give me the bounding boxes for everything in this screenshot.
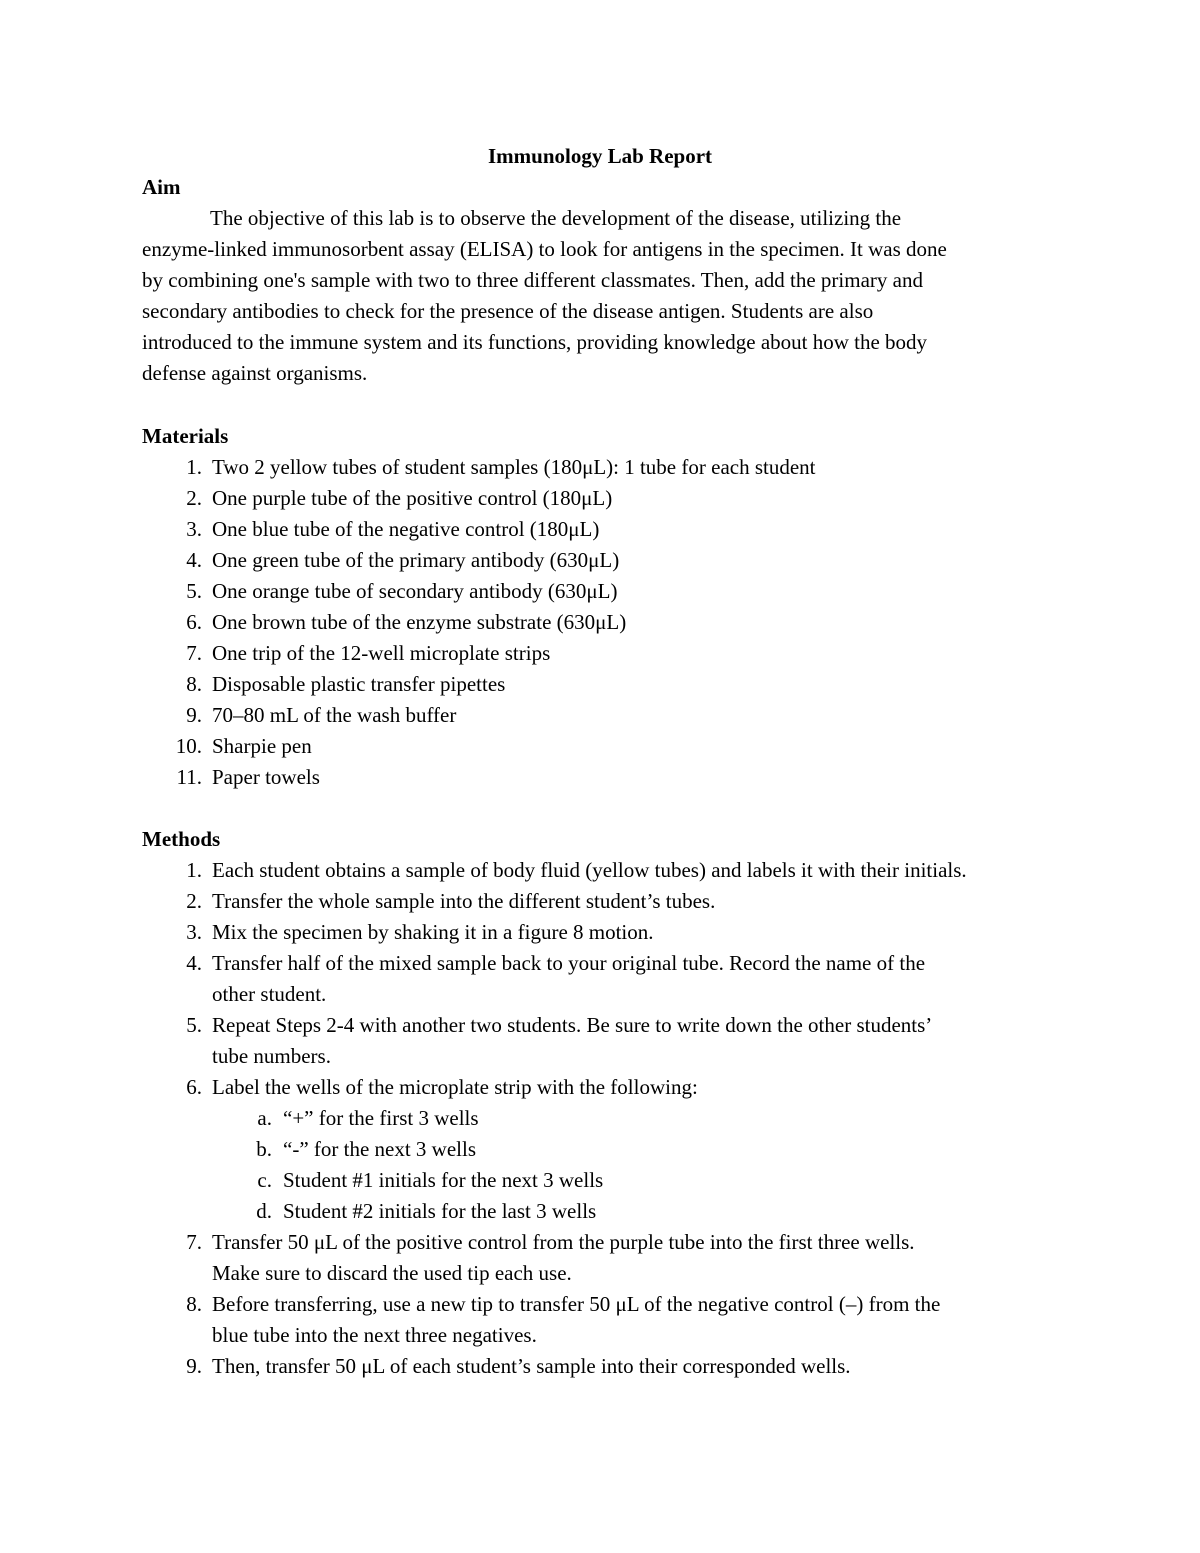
- list-number: 1.: [186, 455, 202, 479]
- list-text: One green tube of the primary antibody (630μL): [212, 548, 620, 572]
- methods-item: [142, 948, 967, 1010]
- materials-item: [142, 483, 816, 514]
- list-number: 7.: [186, 641, 202, 665]
- list-number: 2.: [186, 889, 202, 913]
- list-text: One brown tube of the enzyme substrate (630μL): [212, 610, 627, 634]
- methods-subitem: [212, 1134, 967, 1165]
- list-text-continued: Make sure to discard the used tip each use.: [212, 1261, 572, 1285]
- methods-item: [142, 1351, 967, 1382]
- list-text-continued: tube numbers.: [212, 1044, 331, 1068]
- sublist-letter: c.: [257, 1168, 272, 1192]
- list-text: One orange tube of secondary antibody (630μL): [212, 579, 618, 603]
- list-text: Transfer half of the mixed sample back to your original tube. Record the name of the: [212, 951, 926, 975]
- list-text: One purple tube of the positive control (180μL): [212, 486, 613, 510]
- methods-subitem: [212, 1103, 967, 1134]
- methods-item: [142, 917, 967, 948]
- list-number: 6.: [186, 1075, 202, 1099]
- list-number: 7.: [186, 1230, 202, 1254]
- list-text: Transfer 50 μL of the positive control from the purple tube into the first three wells.: [212, 1230, 915, 1254]
- materials-item: [142, 669, 816, 700]
- aim-line: defense against organisms.: [142, 361, 368, 385]
- materials-item: [142, 452, 816, 483]
- list-text: Before transferring, use a new tip to transfer 50 μL of the negative control (–) from the: [212, 1292, 941, 1316]
- materials-item: [142, 514, 816, 545]
- methods-item: [142, 855, 967, 886]
- sublist-text: Student #2 initials for the last 3 wells: [283, 1199, 597, 1223]
- materials-item: [142, 731, 816, 762]
- list-text: Two 2 yellow tubes of student samples (180μL): 1 tube for each student: [212, 455, 816, 479]
- list-text: 70–80 mL of the wash buffer: [212, 703, 457, 727]
- materials-item: [142, 762, 816, 793]
- sublist-letter: d.: [256, 1199, 272, 1223]
- list-text: One trip of the 12-well microplate strips: [212, 641, 551, 665]
- list-text-continued: other student.: [212, 982, 327, 1006]
- aim-heading: Aim: [142, 175, 181, 199]
- list-text: Repeat Steps 2-4 with another two students. Be sure to write down the other students’: [212, 1013, 933, 1037]
- list-number: 9.: [186, 703, 202, 727]
- aim-line: by combining one's sample with two to three different classmates. Then, add the primary and: [142, 268, 923, 292]
- list-text: One blue tube of the negative control (180μL): [212, 517, 600, 541]
- materials-list: [142, 452, 816, 793]
- sublist-text: Student #1 initials for the next 3 wells: [283, 1168, 604, 1192]
- list-number: 1.: [186, 858, 202, 882]
- materials-item: [142, 700, 816, 731]
- methods-subitem: [212, 1165, 967, 1196]
- materials-item: [142, 576, 816, 607]
- aim-line: introduced to the immune system and its functions, providing knowledge about how the body: [142, 330, 928, 354]
- methods-item: [142, 1289, 967, 1351]
- sublist-text: “+” for the first 3 wells: [283, 1106, 479, 1130]
- list-text: Sharpie pen: [212, 734, 312, 758]
- list-number: 2.: [186, 486, 202, 510]
- list-number: 8.: [186, 672, 202, 696]
- list-number: 8.: [186, 1292, 202, 1316]
- list-text: Paper towels: [212, 765, 320, 789]
- materials-item: [142, 638, 816, 669]
- methods-item: [142, 1227, 967, 1289]
- sublist-letter: a.: [257, 1106, 272, 1130]
- list-number: 4.: [186, 951, 202, 975]
- list-text: Label the wells of the microplate strip with the following:: [212, 1075, 698, 1099]
- list-text: Then, transfer 50 μL of each student’s sample into their corresponded wells.: [212, 1354, 851, 1378]
- methods-heading: Methods: [142, 827, 221, 851]
- list-number: 3.: [186, 920, 202, 944]
- list-number: 6.: [186, 610, 202, 634]
- list-text: Transfer the whole sample into the different student’s tubes.: [212, 889, 716, 913]
- methods-item: [142, 886, 967, 917]
- list-number: 3.: [186, 517, 202, 541]
- materials-item: [142, 607, 816, 638]
- list-text: Each student obtains a sample of body fluid (yellow tubes) and labels it with their initials.: [212, 858, 967, 882]
- list-number: 5.: [186, 579, 202, 603]
- list-number: 5.: [186, 1013, 202, 1037]
- methods-list: [142, 855, 967, 1382]
- methods-subitem: [212, 1196, 967, 1227]
- list-text: Mix the specimen by shaking it in a figure 8 motion.: [212, 920, 654, 944]
- document-title: Immunology Lab Report: [487, 144, 713, 168]
- aim-line: The objective of this lab is to observe the development of the disease, utilizing the: [210, 206, 902, 230]
- materials-item: [142, 545, 816, 576]
- list-text-continued: blue tube into the next three negatives.: [212, 1323, 537, 1347]
- list-number: 9.: [186, 1354, 202, 1378]
- aim-line: enzyme-linked immunosorbent assay (ELISA) to look for antigens in the specimen. It was done: [142, 237, 947, 261]
- list-number: 4.: [186, 548, 202, 572]
- sublist-letter: b.: [256, 1137, 272, 1161]
- methods-item: [142, 1010, 967, 1072]
- methods-sublist: [212, 1103, 967, 1227]
- aim-paragraph: [142, 203, 1062, 389]
- aim-line: secondary antibodies to check for the presence of the disease antigen. Students are also: [142, 299, 874, 323]
- sublist-text: “-” for the next 3 wells: [283, 1137, 477, 1161]
- list-number: 10.: [175, 734, 202, 758]
- list-number: 11.: [176, 765, 202, 789]
- methods-item: [142, 1072, 967, 1227]
- materials-heading: Materials: [142, 424, 229, 448]
- list-text: Disposable plastic transfer pipettes: [212, 672, 506, 696]
